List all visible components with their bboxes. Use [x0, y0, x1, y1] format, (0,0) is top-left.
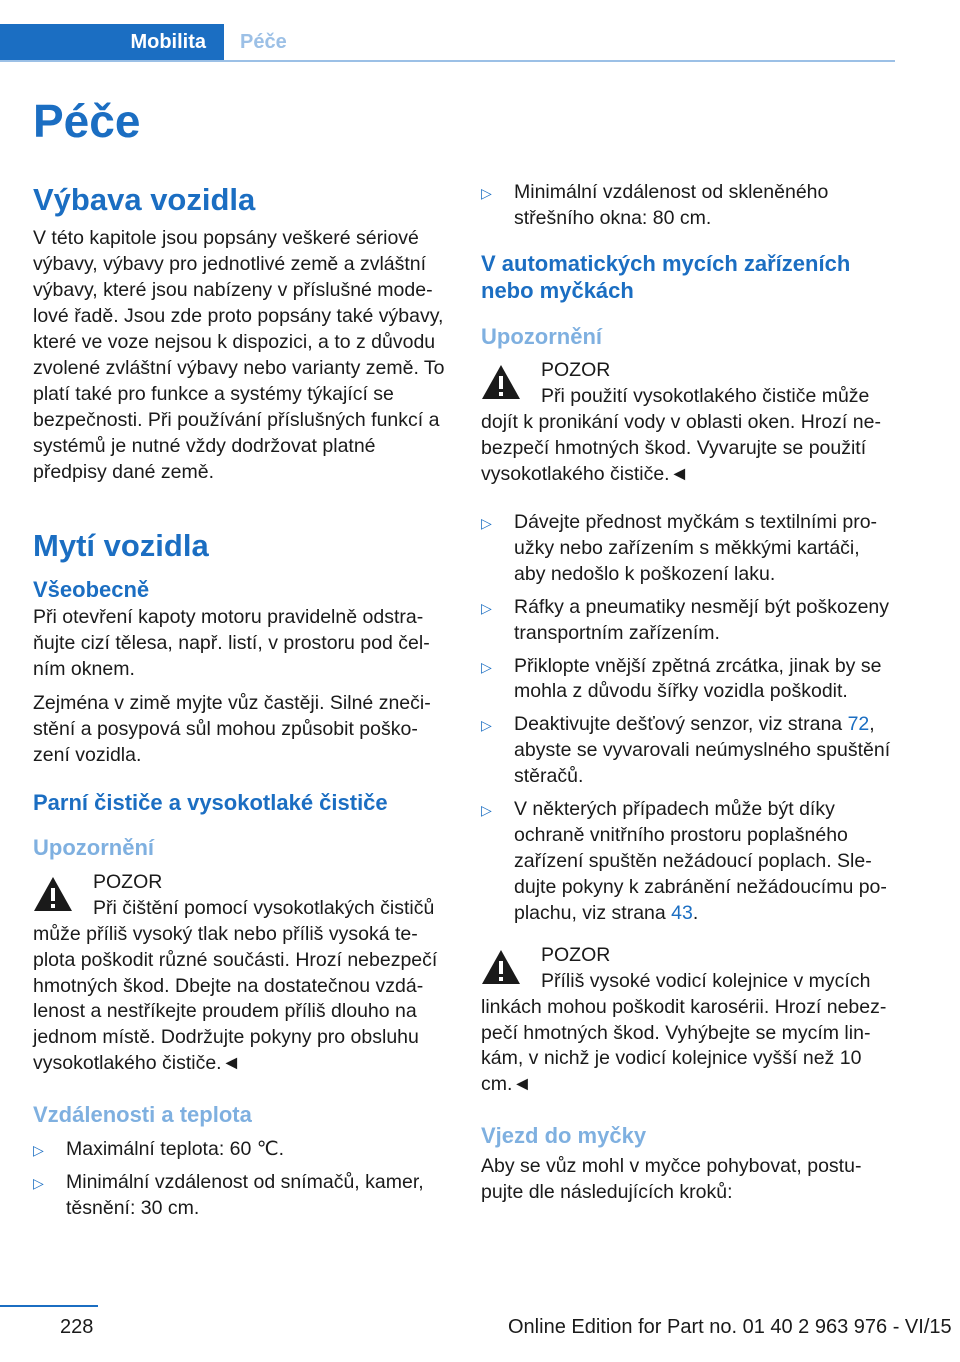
distance-list — [33, 1137, 448, 1222]
warning-triangle-icon — [33, 876, 73, 912]
warning-box — [33, 870, 448, 1077]
section-title-myti: Mytí vozidla — [33, 527, 209, 563]
page-link-72[interactable]: 72 — [847, 713, 870, 736]
list-item-text: Minimální vzdálenost od snímačů, kamer, těsnění: 30 cm. — [66, 1170, 424, 1219]
list-item — [481, 510, 896, 588]
edition-text: Online Edition for Part no. 01 40 2 963 976 - VI/15 — [508, 1316, 952, 1338]
page-title: Péče — [33, 95, 141, 147]
footer-rule — [0, 1305, 98, 1307]
warning-box — [481, 358, 896, 488]
triangle-right-icon: ▷ — [33, 1141, 44, 1158]
left-column — [33, 180, 448, 1235]
header-rule — [0, 60, 895, 62]
list-item — [481, 654, 896, 706]
triangle-right-icon: ▷ — [481, 185, 492, 201]
warning-text: Při použití vysokotlakého čističe může dojít k pronikání vody v oblasti oken. Hrozí nebezpečí hmotných škod. Vyvarujte se použití vysokotlakého čističe.◄ — [481, 385, 881, 486]
warning-triangle-icon — [481, 364, 521, 400]
list-item-text-rest: . — [692, 901, 699, 924]
list-item — [481, 180, 896, 232]
triangle-right-icon: ▷ — [481, 717, 492, 734]
list-item-text-rest: , abyste se vyvarovali neúmyslného spuštění stěračů. — [514, 713, 891, 788]
warning-text: Příliš vysoké vodicí kolejnice v mycích linkách mohou poškodit karosérii. Hrozí nebezpečí hmotných škod. Vyhýbejte se mycím linkám, v nichž je vodicí kolejnice vyšší než 10 cm.◄ — [481, 969, 887, 1096]
warning-title: POZOR — [541, 943, 611, 966]
subsection-title-vseobecne: Všeobecně — [33, 576, 150, 602]
wash-list — [481, 510, 896, 927]
paragraph-vjezd: Aby se vůz mohl v myčce pohybovat, postupujte dle následujících kroků: — [481, 1154, 862, 1203]
warning-triangle-icon — [481, 949, 521, 985]
warning-box — [481, 943, 896, 1099]
triangle-right-icon: ▷ — [481, 599, 492, 616]
tab-mobilita[interactable]: Mobilita — [0, 24, 224, 60]
warning-text: Při čištění pomocí vysokotlakých čističů může příliš vysoký tlak nebo příliš vysoká teplota poškodit různé součásti. Hrozí nebezpečí hmotných škod. Dbejte na dostatečnou vzdálenost a nestříkejte proudem příliš dlouho na jednom místě. Dodržujte pokyny pro obsluhu vysokotlakého čističe.◄ — [33, 896, 438, 1075]
page-number: 228 — [60, 1316, 94, 1338]
list-item — [481, 595, 896, 647]
paragraph-vybava: V této kapitole jsou popsány veškeré sériové výbavy, výbavy pro jednotlivé země a zvláštní výbavy, které jsou nabízeny v příslušné modelové řadě. Jsou zde proto popsány také výbavy, které ve voze nejsou k dispozici, a to z důvodu zvolené zvláštní výbavy nebo varianty země. To platí také pro funkce a systémy týkající se bezpečnosti. Při používání příslušných funkcí a systémů je nutné vždy dodržovat platné předpisy dané země. — [33, 227, 445, 483]
header-bar — [0, 24, 895, 62]
list-item-text: V některých případech může být díky ochraně vnitřního prostoru poplašného zařízení spuštěn nežádoucí poplach. Sledujte pokyny k zabránění nežádoucímu poplachu, viz strana — [514, 798, 887, 924]
list-item-text: Minimální vzdálenost od skleněného střešního okna: 80 cm. — [514, 181, 829, 229]
list-item-text: Dávejte přednost myčkám s textilními proužky nebo zařízením s měkkými kartáči, aby nedošlo k poškození laku. — [514, 510, 878, 585]
warning-title: POZOR — [541, 359, 611, 382]
distance-list-cont — [481, 180, 896, 232]
right-column — [481, 180, 896, 1214]
triangle-right-icon: ▷ — [481, 802, 492, 819]
list-item — [481, 797, 896, 927]
list-item-text: Přiklopte vnější zpětná zrcátka, jinak by se mohla z důvodu šířky vozidla poškodit. — [514, 654, 882, 703]
section-title-vybava: Výbava vozidla — [33, 182, 256, 217]
notice-title: Upozornění — [481, 323, 602, 349]
list-item-text: Ráfky a pneumatiky nesmějí být poškozeny transportním zařízením. — [514, 595, 890, 644]
notice-title: Upozornění — [33, 835, 154, 861]
list-item — [481, 712, 896, 790]
tab-pece[interactable]: Péče — [240, 31, 287, 53]
subsection-title-vjezd: Vjezd do myčky — [481, 1123, 647, 1149]
triangle-right-icon: ▷ — [33, 1174, 44, 1191]
list-item — [33, 1170, 448, 1222]
list-item-text: Deaktivujte dešťový senzor, viz strana — [514, 713, 848, 736]
list-item — [33, 1137, 448, 1163]
subsection-title-steam: Parní čističe a vysokotlaké čističe — [33, 789, 388, 815]
triangle-right-icon: ▷ — [481, 658, 492, 675]
paragraph-general-2: Zejména v zimě myjte vůz častěji. Silné znečistění a posypová sůl mohou způsobit poškození vozidla. — [33, 692, 431, 766]
subsection-title-auto: V automatických mycích zařízeních nebo myčkách — [481, 250, 851, 304]
list-item-text: Maximální teplota: 60 ℃. — [66, 1137, 285, 1160]
triangle-right-icon: ▷ — [481, 514, 492, 531]
paragraph-general-1: Při otevření kapoty motoru pravidelně odstraňujte cizí tělesa, např. listí, v prostoru pod čelním oknem. — [33, 606, 430, 681]
warning-title: POZOR — [93, 870, 163, 893]
subsection-title-vzdalenosti: Vzdálenosti a teplota — [33, 1102, 252, 1128]
page-link-43[interactable]: 43 — [671, 901, 693, 924]
